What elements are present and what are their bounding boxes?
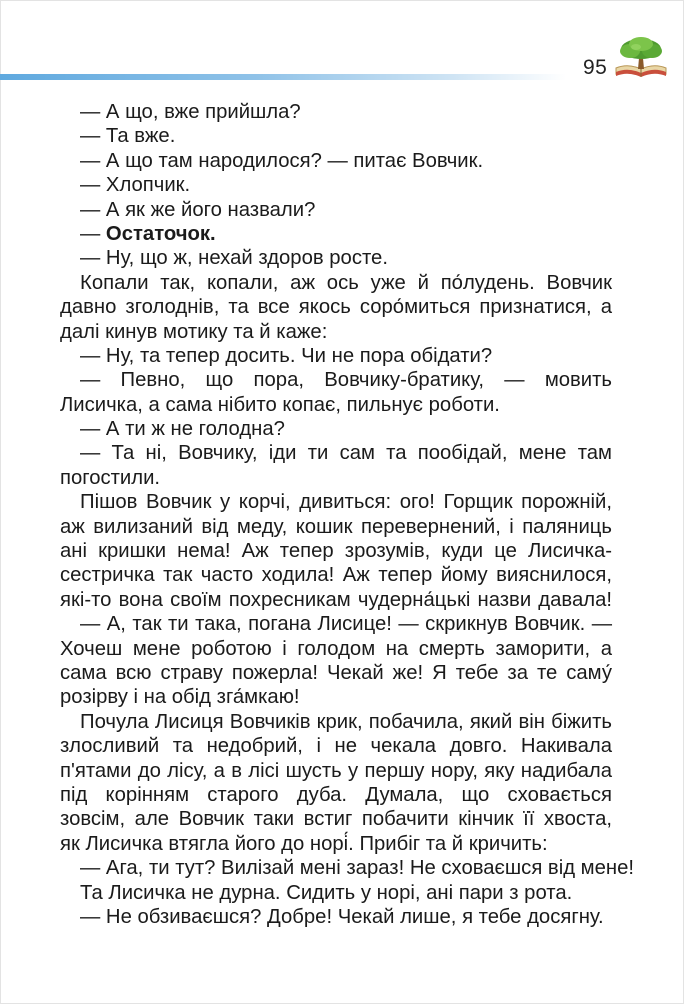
text-line: зовсім, але Вовчик таки встиг побачити кінчик її хвоста, <box>60 808 612 831</box>
text-line: розірву і на обід зга́мкаю! <box>60 686 300 709</box>
text-line: сама всю страву пожерла! Чекай же! Я тебе за те саму́ <box>60 661 612 684</box>
text-line: які-то вона своїм похресникам чудерна́цькі назви давала! <box>60 588 612 611</box>
text-line: — Хлопчик. <box>80 174 191 197</box>
text-line: далі кинув мотику та й каже: <box>60 320 328 343</box>
text-line: — А, так ти така, погана Лисице! — скрикнув Вовчик. — <box>80 613 612 636</box>
text-line <box>60 222 612 246</box>
text-line: — Та ні, Вовчику, іди ти сам та пообідай, мене там <box>80 442 612 465</box>
text-line: Та Лисичка не дурна. Сидить у норі, ані пари з рота. <box>80 881 573 904</box>
text-line: Лисичка, а сама нібито копає, пильнує роботи. <box>60 393 500 416</box>
text-line: Пішов Вовчик у корчі, дивиться: ого! Горщик порожній, <box>80 491 612 514</box>
text-line: — А що там народилося? — питає Вовчик. <box>80 149 484 172</box>
page-number: 95 <box>583 56 608 79</box>
text-line: п'ятами до лісу, а в лісі шусть у першу нору, яку надибала <box>60 759 612 782</box>
text-line: давно зголоднів, та все якось соро́миться признатися, а <box>60 296 612 319</box>
bold-word: Остаточок. <box>105 222 216 245</box>
text-line: — А що, вже прийшла? <box>80 101 301 123</box>
text-line: — А ти ж не голодна? <box>80 418 285 441</box>
text-line: — А як же його назвали? <box>80 198 316 221</box>
text-line: — Ага, ти тут? Вилізай мені зараз! Не сховаєшся від мене! <box>80 857 635 880</box>
text-line: Копали так, копали, аж ось уже й по́лудень. Вовчик <box>80 271 612 294</box>
text-line: — Ну, та тепер досить. Чи не пора обідати? <box>80 344 493 367</box>
text-line: аж вилизаний від меду, кошик перевернений, і паляниць <box>60 515 612 538</box>
dash: — <box>80 222 106 245</box>
text-line: Почула Лисиця Вовчиків крик, побачила, який він біжить <box>80 710 612 733</box>
text-line: під корінням старого дуба. Думала, що сховається <box>60 783 612 806</box>
text-line: — Певно, що пора, Вовчику-братику, — мовить <box>80 369 612 392</box>
text-line: злосливий та недобрий, і не чекала довго. Накивала <box>60 735 612 758</box>
header-gradient-line <box>0 74 566 80</box>
text-line: Хочеш мене роботою і голодом на смерть заморити, а <box>60 637 612 660</box>
text-line: — Та вже. <box>80 125 176 148</box>
text-line: погостили. <box>60 466 161 489</box>
story-text <box>60 100 635 929</box>
text-line: — Не обзиваєшся? Добре! Чекай лише, я тебе досягну. <box>80 905 604 928</box>
tree-book-icon <box>612 36 670 80</box>
text-line: як Лисичка втягла його до норі́. Прибіг та й кричить: <box>60 832 548 855</box>
text-line: — Ну, що ж, нехай здоров росте. <box>80 247 388 270</box>
text-line: ані кришки нема! Аж тепер зрозумів, куди це Лисичка- <box>60 540 612 563</box>
text-line: сестричка так часто ходила! Аж тепер йому вияснилося, <box>60 564 612 587</box>
